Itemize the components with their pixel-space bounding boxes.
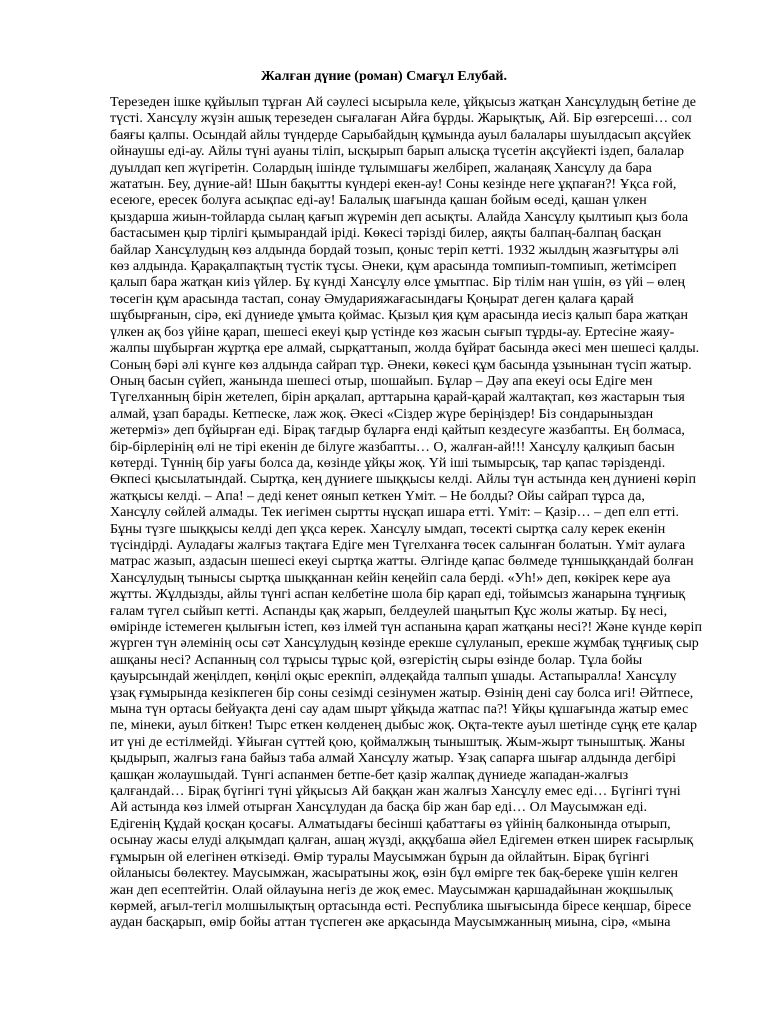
body-line: ит үні де естілмейді. Ұйыған сүттей қою, қоймалжың тыныштық. Жым-жырт тыныштық. Жаны bbox=[110, 734, 685, 750]
body-line: Ай астында көз ілмей отырған Хансұлудан да басқа бір жан бар еді… Ол Маусымжан еді. bbox=[110, 800, 648, 816]
body-line: көз алдында. Қарақалпақтың түстік тұсы. Әнеки, құм арасында томпиып-томпиып, жетімсіреп bbox=[110, 259, 677, 275]
body-line: бір-бірлерінің өлі не тірі екенін де білуге жазбапты… О, жалған-ай!!! Хансұлу қалқиып басын bbox=[110, 439, 675, 455]
body-line: жатқысы келді. – Апа! – деді кенет оянып кеткен Үміт. – Не болды? Ойы сайрап тұрса да, bbox=[110, 488, 645, 504]
body-line: қыздарша жиын-тойларда сылаң қағып жүремін деп асықты. Алайда Хансұлу қылтиып қыз бола bbox=[110, 209, 689, 225]
body-line: жалпы шұбырған жұртқа ере алмай, сырқаттанып, жолда бұйрат басында әкесі мен шешесі қалды. bbox=[110, 341, 700, 357]
body-line: жан деп есептейтін. Олай ойлауына негіз де жоқ емес. Маусымжан қаршадайынан жоқшылық bbox=[110, 882, 673, 898]
body-line: пе, мінеки, ауыл біткен! Тырс еткен көлденең дыбыс жоқ. Оқта-текте ауыл шетінде сұңқ ете қалар bbox=[110, 718, 697, 734]
body-line: жататын. Беу, дүние-ай! Шын бақытты күндері екен-ау! Соны кезінде неге ұқпаған?! Ұқса ғой, bbox=[110, 177, 677, 193]
body-line: Өкпесі қысылатындай. Сыртқа, кең дүниеге шыққысы келді. Айлы түн астында кең дүниені көріп bbox=[110, 472, 696, 488]
body-line: қыдырып, жалғыз ғана байыз таба алмай Хансұлу жатыр. Ұзақ сапарға шығар алдында дегбірі bbox=[110, 751, 676, 767]
body-line: Түгелханның бірін жетелеп, бірін арқалап, арттарына қарай-қарай жалтақтап, көз жастарын тыя bbox=[110, 390, 685, 406]
body-line: алмай, ұзап барады. Кетпеске, лаж жоқ. Әкесі «Сіздер жүре беріңіздер! Біз сондарыныздан bbox=[110, 406, 654, 422]
body-line: Едігенің Құдай қосқан қосағы. Алматыдағы бесінші қабаттағы өз үйінің балконында отырып, bbox=[110, 816, 671, 832]
body-line: түсті. Хансұлу жүзін ашық терезеден сығалаған Айға бұрды. Жарықтық, Ай. Бір өзгерсеші… сол bbox=[110, 111, 692, 127]
body-line: өмірінде істемеген қылығын істеп, көз ілмей түн аспанына қарап жатқаны несі?! Және күнде көріп bbox=[110, 620, 702, 635]
body-line: Хансұлудың тынысы сыртқа шыққаннан кейін кеңейіп сала берді. «Уһ!» деп, көкірек кере ауа bbox=[110, 570, 671, 586]
body-line: есеюге, ересек болуға асықпас еді-ау! Балалық шағында қашан бойым өседі, қашан үлкен bbox=[110, 193, 647, 209]
document-body bbox=[110, 95, 730, 932]
body-line: ойнаушы еді-ау. Айлы түні ауаны тіліп, ысқырып барып алысқа түсетін ақсүйекті іздеп, балалар bbox=[110, 144, 684, 160]
body-line: көрмей, ағыл-тегіл молшылықтың ортасында өсті. Республика шығысында біресе кеңшар, біресе bbox=[110, 898, 692, 914]
body-line: қалғандай… Бірақ бүгінгі түні ұйқысыз Ай баққан жан жалғыз Хансұлу емес еді… Бүгінгі түні bbox=[110, 784, 681, 800]
body-line: ғұмырын ой елегінен өткізеді. Өмір туралы Маусымжан бұрын да ойлайтын. Бірақ бүгінгі bbox=[110, 849, 650, 865]
body-line: түсіндірді. Ауладағы жалғыз тақтаға Едіге мен Түгелханға төсек салынған болатын. Үміт аулаға bbox=[110, 537, 686, 553]
body-line: бастасымен қыр тірлігі қымырандай іріді. Көкесі тәрізді билер, аяқты балпаң-балпаң басқан bbox=[110, 226, 662, 242]
body-line: шұбырғанын, сірә, екі дүниеде ұмыта қоймас. Қызыл қия құм арасында иесіз қалып бара жатқан bbox=[110, 308, 688, 324]
body-line: баяғы қалпы. Осындай айлы түндерде Сарыбайдың құмында ауыл балалары шуылдасып ақсүйек bbox=[110, 127, 692, 143]
body-line: ұзақ ғұмырында кезікпеген бір соны сезімді сезінумен жатыр. Өзінің дені сау болса игі! Әйтпесе, bbox=[110, 685, 694, 701]
body-line: қашқан жолаушыдай. Түнгі аспанмен бетпе-бет қазір жалпақ дүниеде жападан-жалғыз bbox=[110, 767, 629, 783]
body-line: ойланысы бөлектеу. Маусымжан, жасыратыны жоқ, өзін бұл өмірге тек бақ-береке үшін келген bbox=[110, 866, 679, 882]
body-line: дуылдап кеп жүгіретін. Солардың ішінде тұлымшағы желбіреп, жалаңаяқ Хансұлу да бара bbox=[110, 160, 652, 176]
body-line: төсегін құм арасында тастап, сонау Әмударияжағасындағы Қоңырат деген қалаға қарай bbox=[110, 291, 634, 307]
body-line: қалып бара жатқан киіз үйлер. Бұ күнді Хансұлу өлсе ұмытпас. Бір тілім нан үшін, өз үйі – өлең bbox=[110, 275, 686, 291]
body-line: ашқаны несі? Аспанның сол тұрысы тұрыс қой, өзгерістің сыры өзінде болар. Тұла бойы bbox=[110, 652, 643, 668]
body-line: Бұны түзге шыққысы келді деп ұқса керек. Хансұлу ымдап, төсекті сыртқа салу керек екенін bbox=[110, 521, 666, 537]
document-title: Жалған дүние (роман) Смағұл Елубай. bbox=[260, 69, 507, 84]
body-line: Хансұлу сөйлей алмады. Тек иегімен сыртты нұсқап ишара етті. Үміт: – Қазір… – деп елп етті. bbox=[110, 505, 680, 521]
body-line: аудан басқарып, өмір бойы аттан түспеген әке арқасында Маусымжанның миына, сірә, «мына bbox=[110, 915, 671, 931]
body-line: жетерміз» деп бұйырған еді. Бірақ тағдыр бұларға енді қайтып кездесуге жазбапты. Ең болмаса, bbox=[110, 423, 685, 439]
body-line: осынау жасы елуді алқымдап қалған, ашаң жүзді, аққұбаша әйел Едігемен өткен ширек ғасырлық bbox=[110, 833, 694, 849]
body-line: Терезеден ішке құйылып тұрған Ай сәулесі ысырыла келе, ұйқысыз жатқан Хансұлудың бетіне де bbox=[110, 95, 696, 110]
body-line: ғалам түгел сыйып кетті. Аспанды қақ жарып, белдеулей шаңытып Құс жолы жатыр. Бұ несі, bbox=[110, 603, 668, 619]
body-line: матрас жазып, аздасын шешесі екеуі сыртқа жатты. Әлгінде қапас бөлмеде тұншыққандай болған bbox=[110, 554, 694, 570]
body-line: қауырсындай жеңілдеп, көңілі оқыс ерекпіп, әлдеқайда талпып ұшады. Астапыралла! Хансұлу bbox=[110, 669, 677, 685]
body-line: жүрген түн әлемінің осы сәт Хансұлудың көзінде ерекше сұлуланып, ерекше жұмбақ тұңғиық сыр bbox=[110, 636, 699, 652]
body-line: байлар Хансұлудың көз алдында бордай тозып, қоныс теріп кетті. 1932 жылдың жазғытұры әлі bbox=[110, 242, 680, 258]
body-line: Соның бәрі әлі күнге көз алдында сайрап тұр. Әнеки, көкесі құм басында ұзынынан түсіп жатыр. bbox=[110, 357, 692, 373]
body-line: мына түн ортасы бейуақта дені сау адам шырт ұйқыда жатпас па?! Ұйқы құшағында жатыр емес bbox=[110, 702, 689, 718]
body-line: үлкен ақ боз үйіне қарап, шешесі екеуі қыр үстінде көз жасын сығып тұрды-ау. Ертесіне жаяу- bbox=[110, 324, 675, 340]
body-line: Оның басын сүйеп, жанында шешесі отыр, шошайып. Бұлар – Дәу апа екеуі осы Едіге мен bbox=[110, 373, 653, 389]
body-line: жұтты. Жұлдызды, айлы түнгі аспан келбетіне шола бір қарап еді, тойымсыз жанарына тұңғиық bbox=[110, 587, 686, 603]
body-line: көтерді. Түннің бір уағы болса да, көзінде ұйқы жоқ. Үй іші тымырсық, тар қапас тәрізденді. bbox=[110, 455, 666, 471]
